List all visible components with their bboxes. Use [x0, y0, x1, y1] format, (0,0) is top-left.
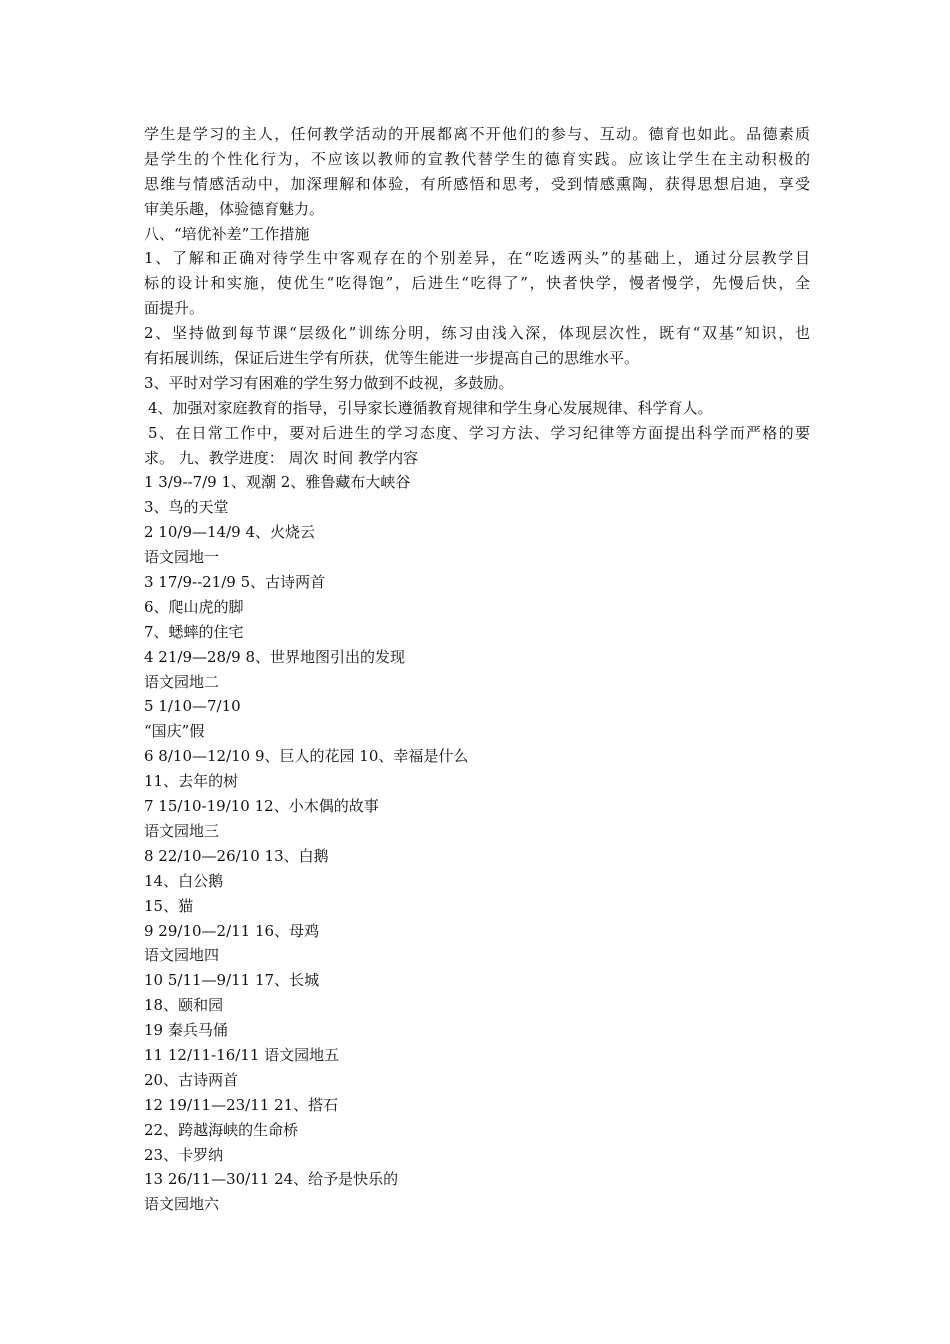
- text-line: 学生是学习的主人，任何教学活动的开展都离不开他们的参与、互动。德育也如此。品德素质: [144, 125, 810, 143]
- text-line: 4 21/9—28/9 8、世界地图引出的发现: [144, 647, 405, 666]
- text-line: 11、去年的树: [144, 772, 239, 791]
- text-line: 11 12/11-16/11 语文园地五: [144, 1045, 340, 1064]
- text-line: 7、蟋蟀的住宅: [144, 622, 244, 641]
- text-line: 19 秦兵马俑: [144, 1021, 228, 1040]
- text-line: 3、鸟的天堂: [144, 498, 229, 517]
- text-line: 23、卡罗纳: [144, 1145, 224, 1164]
- text-line: 22、跨越海峡的生命桥: [144, 1120, 299, 1139]
- text-line: 1 3/9--7/9 1、观潮 2、雅鲁藏布大峡谷: [144, 473, 411, 492]
- text-line: 8 22/10—26/10 13、白鹅: [144, 846, 329, 865]
- text-line: 10 5/11—9/11 17、长城: [144, 971, 320, 990]
- text-line: 是学生的个性化行为，不应该以教师的宣教代替学生的德育实践。应该让学生在主动积极的: [144, 149, 810, 168]
- text-line: 1、了解和正确对待学生中客观存在的个别差异，在“吃透两头”的基础上，通过分层教学目: [144, 249, 810, 268]
- text-line: 14、白公鹅: [144, 871, 224, 890]
- text-line: 面提升。: [144, 299, 205, 318]
- text-line: 思维与情感活动中，加深理解和体验，有所感悟和思考，受到情感熏陶，获得思想启迪，享受: [144, 174, 810, 193]
- text-line: 语文园地六: [144, 1195, 220, 1214]
- text-line: 2、坚持做到每节课“层级化”训练分明，练习由浅入深，体现层次性，既有“双基”知识，也: [144, 324, 810, 343]
- text-line: 语文园地一: [144, 548, 220, 567]
- text-line: 标的设计和实施，使优生“吃得饱”，后进生“吃得了”，快者快学，慢者慢学，先慢后快，全: [144, 274, 810, 293]
- text-line: 5、在日常工作中，要对后进生的学习态度、学习方法、学习纪律等方面提出科学而严格的要: [148, 423, 810, 442]
- document-page: [144, 122, 810, 1217]
- text-line: 有拓展训练，保证后进生学有所获，优等生能进一步提高自己的思维水平。: [144, 349, 640, 368]
- text-line: 语文园地二: [144, 672, 220, 691]
- text-line: 9 29/10—2/11 16、母鸡: [144, 921, 320, 940]
- text-line: 语文园地四: [144, 946, 220, 965]
- text-line: 7 15/10-19/10 12、小木偶的故事: [144, 797, 379, 816]
- text-line: 语文园地三: [144, 821, 220, 840]
- text-line: 八、“培优补差”工作措施: [144, 224, 310, 243]
- text-line: 6 8/10—12/10 9、巨人的花园 10、幸福是什么: [144, 747, 469, 766]
- text-line: 2 10/9—14/9 4、火烧云: [144, 523, 315, 542]
- text-line: 4、加强对家庭教育的指导，引导家长遵循教育规律和学生身心发展规律、科学育人。: [148, 398, 713, 417]
- text-line: 12 19/11—23/11 21、搭石: [144, 1095, 339, 1114]
- text-line: 15、猫: [144, 896, 194, 915]
- text-line: 3 17/9--21/9 5、古诗两首: [144, 573, 326, 592]
- text-line: 18、颐和园: [144, 996, 224, 1015]
- text-line: 13 26/11—30/11 24、给予是快乐的: [144, 1170, 399, 1189]
- text-line: 20、古诗两首: [144, 1070, 239, 1089]
- text-line: 5 1/10—7/10: [144, 697, 241, 716]
- text-line: 求。 九、教学进度： 周次 时间 教学内容: [144, 448, 419, 467]
- text-line: “国庆”假: [144, 722, 205, 741]
- text-line: 3、平时对学习有困难的学生努力做到不歧视，多鼓励。: [144, 373, 514, 392]
- text-line: 6、爬山虎的脚: [144, 597, 244, 616]
- text-line: 审美乐趣，体验德育魅力。: [144, 199, 325, 218]
